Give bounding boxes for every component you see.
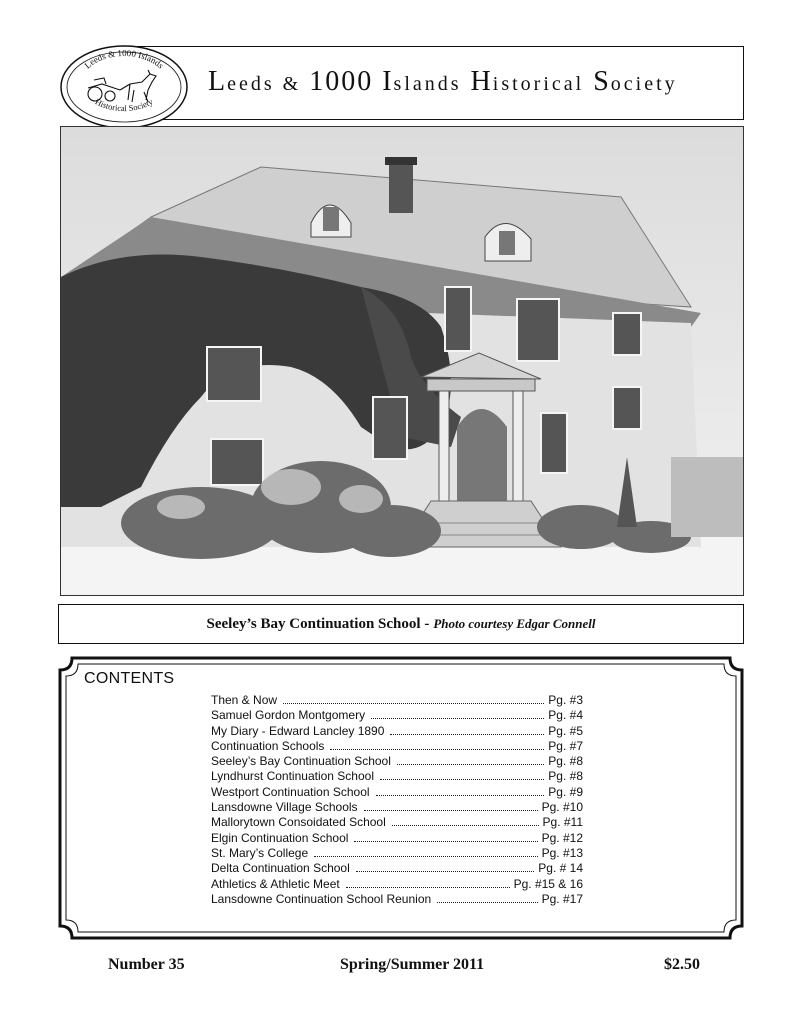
toc-entry-title: Athletics & Athletic Meet: [211, 876, 340, 891]
issue-season: Spring/Summer 2011: [340, 956, 485, 973]
toc-entry-page: Pg. #17: [541, 891, 583, 906]
toc-leader-dots: [346, 887, 510, 888]
toc-entry-title: Seeley’s Bay Continuation School: [211, 754, 391, 769]
toc-entry-title: Lansdowne Continuation School Reunion: [211, 891, 432, 906]
toc-leader-dots: [354, 841, 537, 842]
toc-leader-dots: [314, 856, 537, 857]
toc-entry: [211, 892, 583, 907]
society-title: Leeds & 1000 Islands Historical Society: [208, 66, 678, 97]
table-of-contents: [211, 693, 583, 907]
caption-main: Seeley’s Bay Continuation School -: [206, 615, 430, 632]
toc-leader-dots: [371, 718, 544, 719]
toc-leader-dots: [330, 749, 544, 750]
toc-entry: [211, 831, 583, 846]
issue-number: Number 35: [108, 956, 185, 973]
toc-leader-dots: [397, 764, 544, 765]
toc-entry-title: Elgin Continuation School: [211, 830, 349, 845]
toc-entry: [211, 754, 583, 769]
toc-entry: [211, 769, 583, 784]
toc-entry-title: Lyndhurst Continuation School: [211, 769, 374, 784]
toc-entry-title: Mallorytown Consoidated School: [211, 815, 386, 830]
toc-entry-page: Pg. #8: [548, 754, 583, 769]
toc-entry-page: Pg. #12: [541, 830, 583, 845]
toc-entry-page: Pg. #3: [548, 693, 583, 707]
toc-entry-page: Pg. #15 & 16: [513, 876, 583, 891]
toc-entry: [211, 861, 583, 876]
toc-entry-page: Pg. #5: [548, 723, 583, 738]
toc-entry: [211, 724, 583, 739]
toc-leader-dots: [364, 810, 538, 811]
toc-entry: [211, 877, 583, 892]
toc-entry: [211, 785, 583, 800]
issue-price: $2.50: [664, 956, 700, 973]
toc-leader-dots: [283, 703, 544, 704]
logo-bottom-text: Historical Society: [93, 96, 155, 114]
photo-caption: [58, 604, 744, 644]
toc-entry: [211, 739, 583, 754]
toc-leader-dots: [390, 734, 544, 735]
toc-entry-title: Delta Continuation School: [211, 861, 350, 876]
toc-entry-title: St. Mary’s College: [211, 845, 309, 860]
toc-entry: [211, 800, 583, 815]
school-photo: [60, 126, 744, 596]
toc-entry-title: Westport Continuation School: [211, 784, 370, 799]
caption-credit: Photo courtesy Edgar Connell: [433, 616, 596, 631]
toc-entry: [211, 815, 583, 830]
toc-entry-page: Pg. # 14: [538, 861, 583, 876]
logo-top-text: Leeds & 1000 Islands: [82, 47, 166, 71]
society-logo: [58, 44, 190, 130]
toc-entry-title: Continuation Schools: [211, 738, 325, 753]
toc-leader-dots: [437, 902, 537, 903]
toc-entry-title: Lansdowne Village Schools: [211, 800, 358, 815]
contents-heading: CONTENTS: [84, 670, 175, 687]
toc-entry: [211, 708, 583, 723]
toc-entry-page: Pg. #11: [542, 815, 583, 830]
toc-entry-title: Then & Now: [211, 693, 278, 707]
toc-entry: [211, 693, 583, 708]
toc-entry-page: Pg. #4: [548, 708, 583, 723]
toc-entry-title: My Diary - Edward Lancley 1890: [211, 723, 385, 738]
toc-entry-page: Pg. #10: [541, 800, 583, 815]
toc-entry-page: Pg. #9: [548, 784, 583, 799]
toc-entry: [211, 846, 583, 861]
toc-leader-dots: [376, 795, 545, 796]
toc-leader-dots: [380, 779, 544, 780]
toc-entry-title: Samuel Gordon Montgomery: [211, 708, 366, 723]
toc-leader-dots: [392, 825, 539, 826]
toc-entry-page: Pg. #7: [548, 738, 583, 753]
toc-entry-page: Pg. #8: [548, 769, 583, 784]
toc-leader-dots: [356, 871, 535, 872]
toc-entry-page: Pg. #13: [541, 845, 583, 860]
